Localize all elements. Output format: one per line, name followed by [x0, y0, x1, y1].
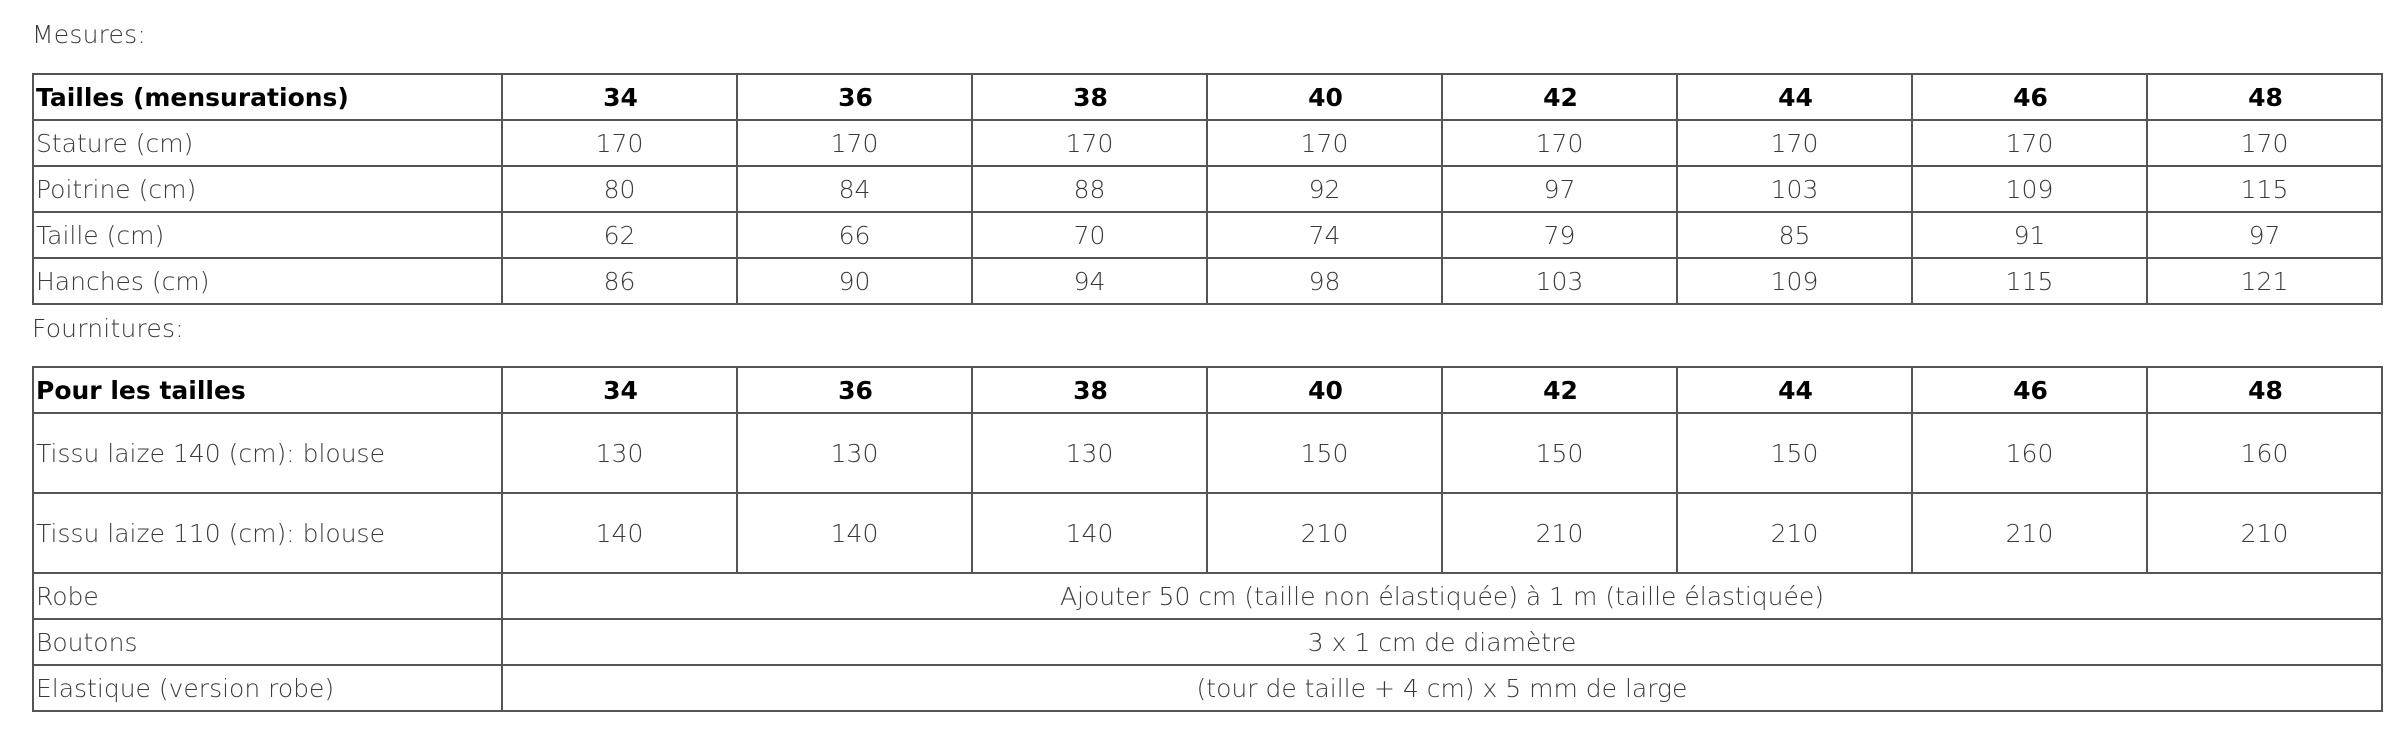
table-cell: 170 [1912, 120, 2147, 166]
fournitures-heading: Fournitures: [32, 314, 184, 343]
mesures-header-label: Tailles (mensurations) [33, 74, 502, 120]
merged-cell: 3 x 1 cm de diamètre [502, 619, 2382, 665]
mesures-table [32, 73, 2383, 305]
table-cell: 115 [2147, 166, 2382, 212]
fournitures-header-label: Pour les tailles [33, 367, 502, 413]
table-row [33, 212, 2382, 258]
table-cell: 150 [1677, 413, 1912, 493]
table-row [33, 413, 2382, 493]
table-cell: 70 [972, 212, 1207, 258]
table-row [33, 493, 2382, 573]
table-cell: 160 [1912, 413, 2147, 493]
table-cell: 150 [1207, 413, 1442, 493]
merged-cell: Ajouter 50 cm (taille non élastiquée) à 1 m (taille élastiquée) [502, 573, 2382, 619]
table-cell: 109 [1677, 258, 1912, 304]
table-cell: 121 [2147, 258, 2382, 304]
table-row [33, 258, 2382, 304]
table-cell: 86 [502, 258, 737, 304]
table-cell: 79 [1442, 212, 1677, 258]
row-label: Elastique (version robe) [33, 665, 502, 711]
table-row [33, 166, 2382, 212]
table-cell: 88 [972, 166, 1207, 212]
table-cell: 170 [1442, 120, 1677, 166]
table-cell: 91 [1912, 212, 2147, 258]
table-cell: 109 [1912, 166, 2147, 212]
table-cell: 94 [972, 258, 1207, 304]
row-label: Tissu laize 110 (cm): blouse [33, 493, 502, 573]
size-header: 40 [1207, 367, 1442, 413]
table-cell: 130 [972, 413, 1207, 493]
size-header: 42 [1442, 367, 1677, 413]
table-cell: 210 [1677, 493, 1912, 573]
table-cell: 210 [1442, 493, 1677, 573]
fournitures-table [32, 366, 2383, 712]
table-cell: 210 [1912, 493, 2147, 573]
table-row [33, 619, 2382, 665]
size-header: 36 [737, 74, 972, 120]
table-cell: 170 [502, 120, 737, 166]
table-cell: 115 [1912, 258, 2147, 304]
table-row [33, 120, 2382, 166]
size-header: 38 [972, 74, 1207, 120]
table-cell: 66 [737, 212, 972, 258]
size-header: 48 [2147, 74, 2382, 120]
table-cell: 150 [1442, 413, 1677, 493]
table-cell: 170 [737, 120, 972, 166]
row-label: Stature (cm) [33, 120, 502, 166]
merged-cell: (tour de taille + 4 cm) x 5 mm de large [502, 665, 2382, 711]
row-label: Hanches (cm) [33, 258, 502, 304]
size-header: 44 [1677, 74, 1912, 120]
size-header: 34 [502, 74, 737, 120]
size-header: 46 [1912, 367, 2147, 413]
table-cell: 140 [972, 493, 1207, 573]
table-row [33, 573, 2382, 619]
size-header: 48 [2147, 367, 2382, 413]
row-label: Taille (cm) [33, 212, 502, 258]
mesures-heading: Mesures: [32, 20, 146, 49]
table-cell: 130 [502, 413, 737, 493]
table-cell: 92 [1207, 166, 1442, 212]
size-header: 44 [1677, 367, 1912, 413]
table-cell: 74 [1207, 212, 1442, 258]
table-cell: 90 [737, 258, 972, 304]
table-cell: 98 [1207, 258, 1442, 304]
table-cell: 80 [502, 166, 737, 212]
table-cell: 103 [1442, 258, 1677, 304]
table-cell: 170 [972, 120, 1207, 166]
row-label: Poitrine (cm) [33, 166, 502, 212]
table-cell: 85 [1677, 212, 1912, 258]
table-cell: 160 [2147, 413, 2382, 493]
table-cell: 210 [1207, 493, 1442, 573]
table-cell: 170 [1207, 120, 1442, 166]
size-header: 38 [972, 367, 1207, 413]
table-row [33, 665, 2382, 711]
table-cell: 170 [2147, 120, 2382, 166]
row-label: Robe [33, 573, 502, 619]
row-label: Boutons [33, 619, 502, 665]
table-cell: 62 [502, 212, 737, 258]
size-header: 46 [1912, 74, 2147, 120]
table-cell: 84 [737, 166, 972, 212]
table-cell: 140 [737, 493, 972, 573]
fournitures-header-row [33, 367, 2382, 413]
table-cell: 97 [1442, 166, 1677, 212]
table-cell: 103 [1677, 166, 1912, 212]
table-cell: 140 [502, 493, 737, 573]
table-cell: 210 [2147, 493, 2382, 573]
row-label: Tissu laize 140 (cm): blouse [33, 413, 502, 493]
size-header: 42 [1442, 74, 1677, 120]
table-cell: 170 [1677, 120, 1912, 166]
size-header: 34 [502, 367, 737, 413]
size-header: 36 [737, 367, 972, 413]
table-cell: 97 [2147, 212, 2382, 258]
table-cell: 130 [737, 413, 972, 493]
size-header: 40 [1207, 74, 1442, 120]
mesures-header-row [33, 74, 2382, 120]
